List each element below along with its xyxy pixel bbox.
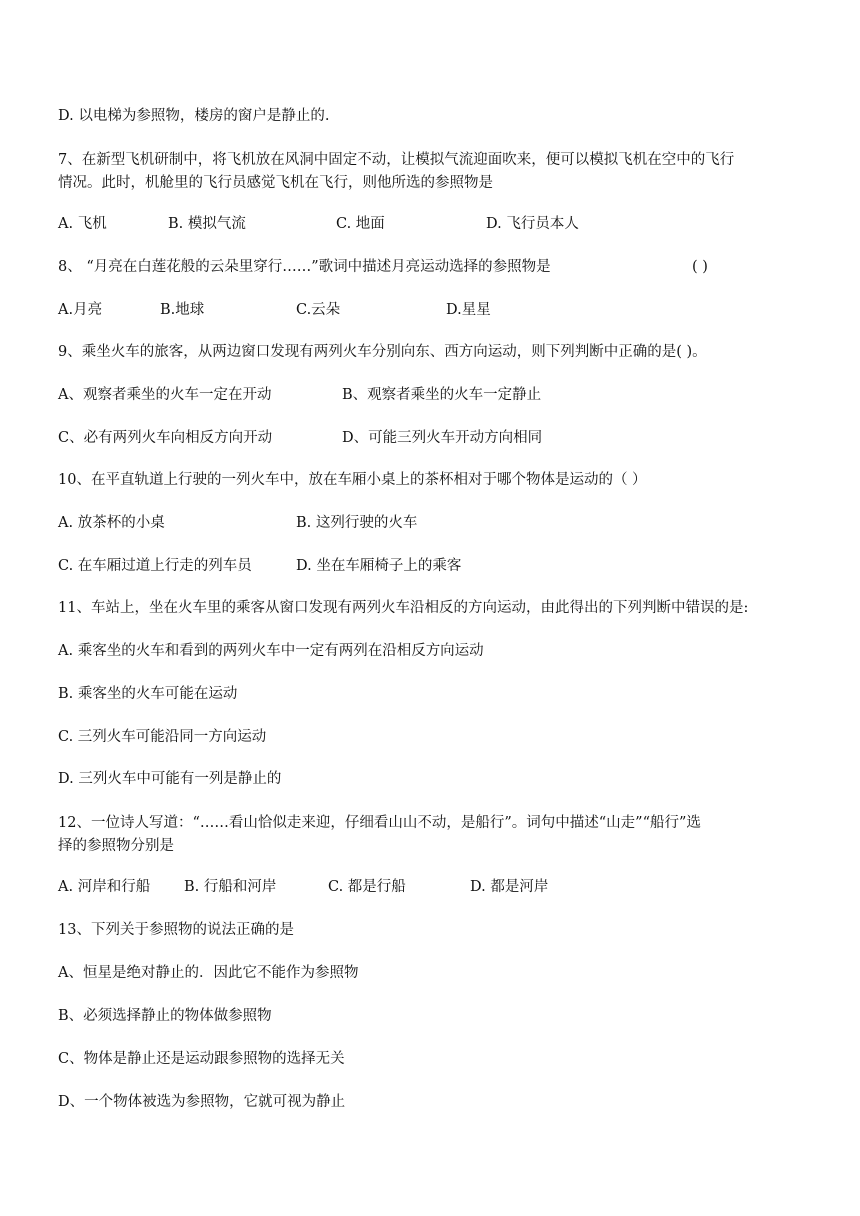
q13-option-d: D、一个物体被选为参照物，它就可视为静止 bbox=[58, 1094, 346, 1110]
q10-option-b: B. 这列行驶的火车 bbox=[296, 515, 418, 531]
q8-option-a: A.月亮 bbox=[58, 302, 103, 318]
q8-option-b: B.地球 bbox=[160, 302, 205, 318]
q10-option-d: D. 坐在车厢椅子上的乘客 bbox=[296, 558, 462, 574]
q12-stem-line2: 择的参照物分别是 bbox=[58, 838, 174, 854]
q13-option-b: B、必须选择静止的物体做参照物 bbox=[58, 1008, 272, 1024]
q7-stem-line1: 7、在新型飞机研制中，将飞机放在风洞中固定不动，让模拟气流迎面吹来，便可以模拟飞机在空中的飞行 bbox=[58, 152, 735, 168]
q8-option-c: C.云朵 bbox=[296, 302, 341, 318]
q10-stem: 10、在平直轨道上行驶的一列火车中，放在车厢小桌上的茶杯相对于哪个物体是运动的（ ） bbox=[58, 472, 647, 488]
q13-stem: 13、下列关于参照物的说法正确的是 bbox=[58, 922, 294, 938]
q7-option-c: C. 地面 bbox=[336, 216, 385, 232]
q6-option-d: D. 以电梯为参照物，楼房的窗户是静止的. bbox=[58, 108, 330, 124]
q12-option-d: D. 都是河岸 bbox=[470, 879, 549, 895]
q9-option-c: C、必有两列火车向相反方向开动 bbox=[58, 430, 273, 446]
q8-answer-bracket: ( ) bbox=[692, 259, 708, 275]
q8-option-d: D.星星 bbox=[446, 302, 491, 318]
q11-option-b: B. 乘客坐的火车可能在运动 bbox=[58, 686, 238, 702]
q10-option-a: A. 放茶杯的小桌 bbox=[58, 515, 165, 531]
q13-option-c: C、物体是静止还是运动跟参照物的选择无关 bbox=[58, 1051, 345, 1067]
q12-option-a: A. 河岸和行船 bbox=[58, 879, 151, 895]
q11-option-c: C. 三列火车可能沿同一方向运动 bbox=[58, 729, 267, 745]
q9-option-a: A、观察者乘坐的火车一定在开动 bbox=[58, 387, 272, 403]
q7-option-d: D. 飞行员本人 bbox=[486, 216, 579, 232]
q11-stem: 11、车站上，坐在火车里的乘客从窗口发现有两列火车沿相反的方向运动，由此得出的下列判断中错误的是: bbox=[58, 600, 749, 616]
q11-option-d: D. 三列火车中可能有一列是静止的 bbox=[58, 771, 282, 787]
q7-option-a: A. 飞机 bbox=[58, 216, 107, 232]
q9-stem: 9、乘坐火车的旅客，从两边窗口发现有两列火车分别向东、西方向运动，则下列判断中正确的是( )。 bbox=[58, 344, 707, 360]
q7-stem-line2: 情况。此时，机舱里的飞行员感觉飞机在飞行，则他所选的参照物是 bbox=[58, 175, 493, 191]
q11-option-a: A. 乘客坐的火车和看到的两列火车中一定有两列在沿相反方向运动 bbox=[58, 643, 484, 659]
q9-option-d: D、可能三列火车开动方向相同 bbox=[342, 430, 543, 446]
q7-option-b: B. 模拟气流 bbox=[168, 216, 246, 232]
q10-option-c: C. 在车厢过道上行走的列车员 bbox=[58, 558, 252, 574]
q12-option-b: B. 行船和河岸 bbox=[184, 879, 277, 895]
q8-stem: 8、 “月亮在白莲花般的云朵里穿行……”歌词中描述月亮运动选择的参照物是 bbox=[58, 259, 551, 275]
q9-option-b: B、观察者乘坐的火车一定静止 bbox=[342, 387, 542, 403]
q12-stem-line1: 12、一位诗人写道：“……看山恰似走来迎，仔细看山山不动，是船行”。词句中描述“山走”“船行”选 bbox=[58, 815, 701, 831]
q12-option-c: C. 都是行船 bbox=[328, 879, 406, 895]
q13-option-a: A、恒星是绝对静止的．因此它不能作为参照物 bbox=[58, 965, 359, 981]
